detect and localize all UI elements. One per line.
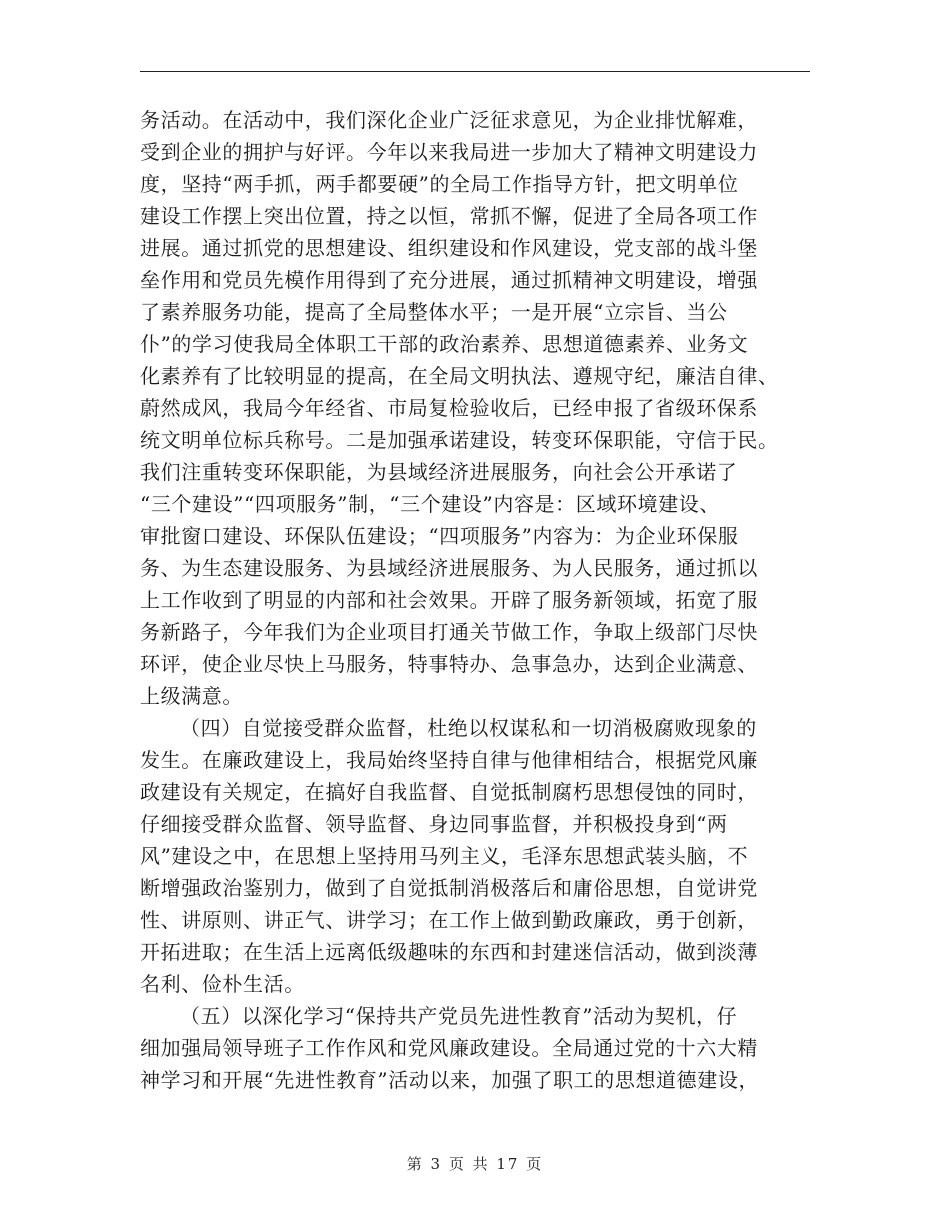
text-line: 神学习和开展“先进性教育”活动以来，加强了职工的思想道德建设，	[140, 1068, 760, 1092]
text-line: 建设工作摆上突出位置，持之以恒，常抓不懈，促进了全局各项工作	[140, 204, 758, 228]
text-line: 上级满意。	[140, 684, 243, 708]
text-line: 细加强局领导班子工作作风和党风廉政建设。全局通过党的十六大精	[140, 1036, 758, 1060]
text-line: 审批窗口建设、环保队伍建设；“四项服务”内容为：为企业环保服	[140, 524, 739, 548]
text-line: 务活动。在活动中，我们深化企业广泛征求意见，为企业排忧解难，	[140, 108, 758, 132]
text-line: 务、为生态建设服务、为县域经济进展服务、为人民服务，通过抓以	[140, 556, 758, 580]
text-line: “三个建设”“四项服务”制，“三个建设”内容是：区域环境建设、	[140, 492, 720, 516]
text-line: 蔚然成风，我局今年经省、市局复检验收后，已经申报了省级环保系	[140, 396, 758, 420]
page-footer: 第 3 页 共 17 页	[406, 1155, 544, 1173]
text-line: （五）以深化学习“保持共产党员先进性教育”活动为契机，仔	[180, 1004, 738, 1028]
text-line: 仔细接受群众监督、领导监督、身边同事监督，并积极投身到“两	[140, 812, 728, 836]
text-line: 了素养服务功能，提高了全局整体水平；一是开展“立宗旨、当公	[140, 300, 728, 324]
text-line: （四）自觉接受群众监督，杜绝以权谋私和一切消极腐败现象的	[180, 716, 757, 740]
text-line: 政建设有关规定，在搞好自我监督、自觉抵制腐朽思想侵蚀的同时，	[140, 780, 758, 804]
text-line: 度，坚持“两手抓，两手都要硬”的全局工作指导方针，把文明单位	[140, 172, 739, 196]
body-text	[140, 104, 812, 1096]
text-line: 进展。通过抓党的思想建设、组织建设和作风建设，党支部的战斗堡	[140, 236, 758, 260]
text-line: 名利、俭朴生活。	[140, 972, 305, 996]
text-line: 断增强政治鉴别力，做到了自觉抵制消极落后和庸俗思想，自觉讲党	[140, 876, 758, 900]
text-line: 风”建设之中，在思想上坚持用马列主义，毛泽东思想武装头脑，不	[140, 844, 749, 868]
text-line: 开拓进取；在生活上远离低级趣味的东西和封建迷信活动，做到淡薄	[140, 940, 758, 964]
text-line: 性、讲原则、讲正气、讲学习；在工作上做到勤政廉政，勇于创新，	[140, 908, 758, 932]
text-line: 受到企业的拥护与好评。今年以来我局进一步加大了精神文明建设力	[140, 140, 758, 164]
text-line: 发生。在廉政建设上，我局始终坚持自律与他律相结合，根据党风廉	[140, 748, 758, 772]
text-line: 环评，使企业尽快上马服务，特事特办、急事急办，达到企业满意、	[140, 652, 758, 676]
text-line: 上工作收到了明显的内部和社会效果。开辟了服务新领域，拓宽了服	[140, 588, 758, 612]
header-rule	[140, 71, 810, 72]
text-line: 化素养有了比较明显的提高，在全局文明执法、遵规守纪，廉洁自律、	[140, 364, 779, 388]
text-line: 统文明单位标兵称号。二是加强承诺建设，转变环保职能，守信于民。	[140, 428, 779, 452]
text-line: 仆”的学习使我局全体职工干部的政治素养、思想道德素养、业务文	[140, 332, 749, 356]
text-line: 我们注重转变环保职能，为县域经济进展服务，向社会公开承诺了	[140, 460, 738, 484]
text-line: 务新路子，今年我们为企业项目打通关节做工作，争取上级部门尽快	[140, 620, 758, 644]
text-line: 垒作用和党员先模作用得到了充分进展，通过抓精神文明建设，增强	[140, 268, 758, 292]
